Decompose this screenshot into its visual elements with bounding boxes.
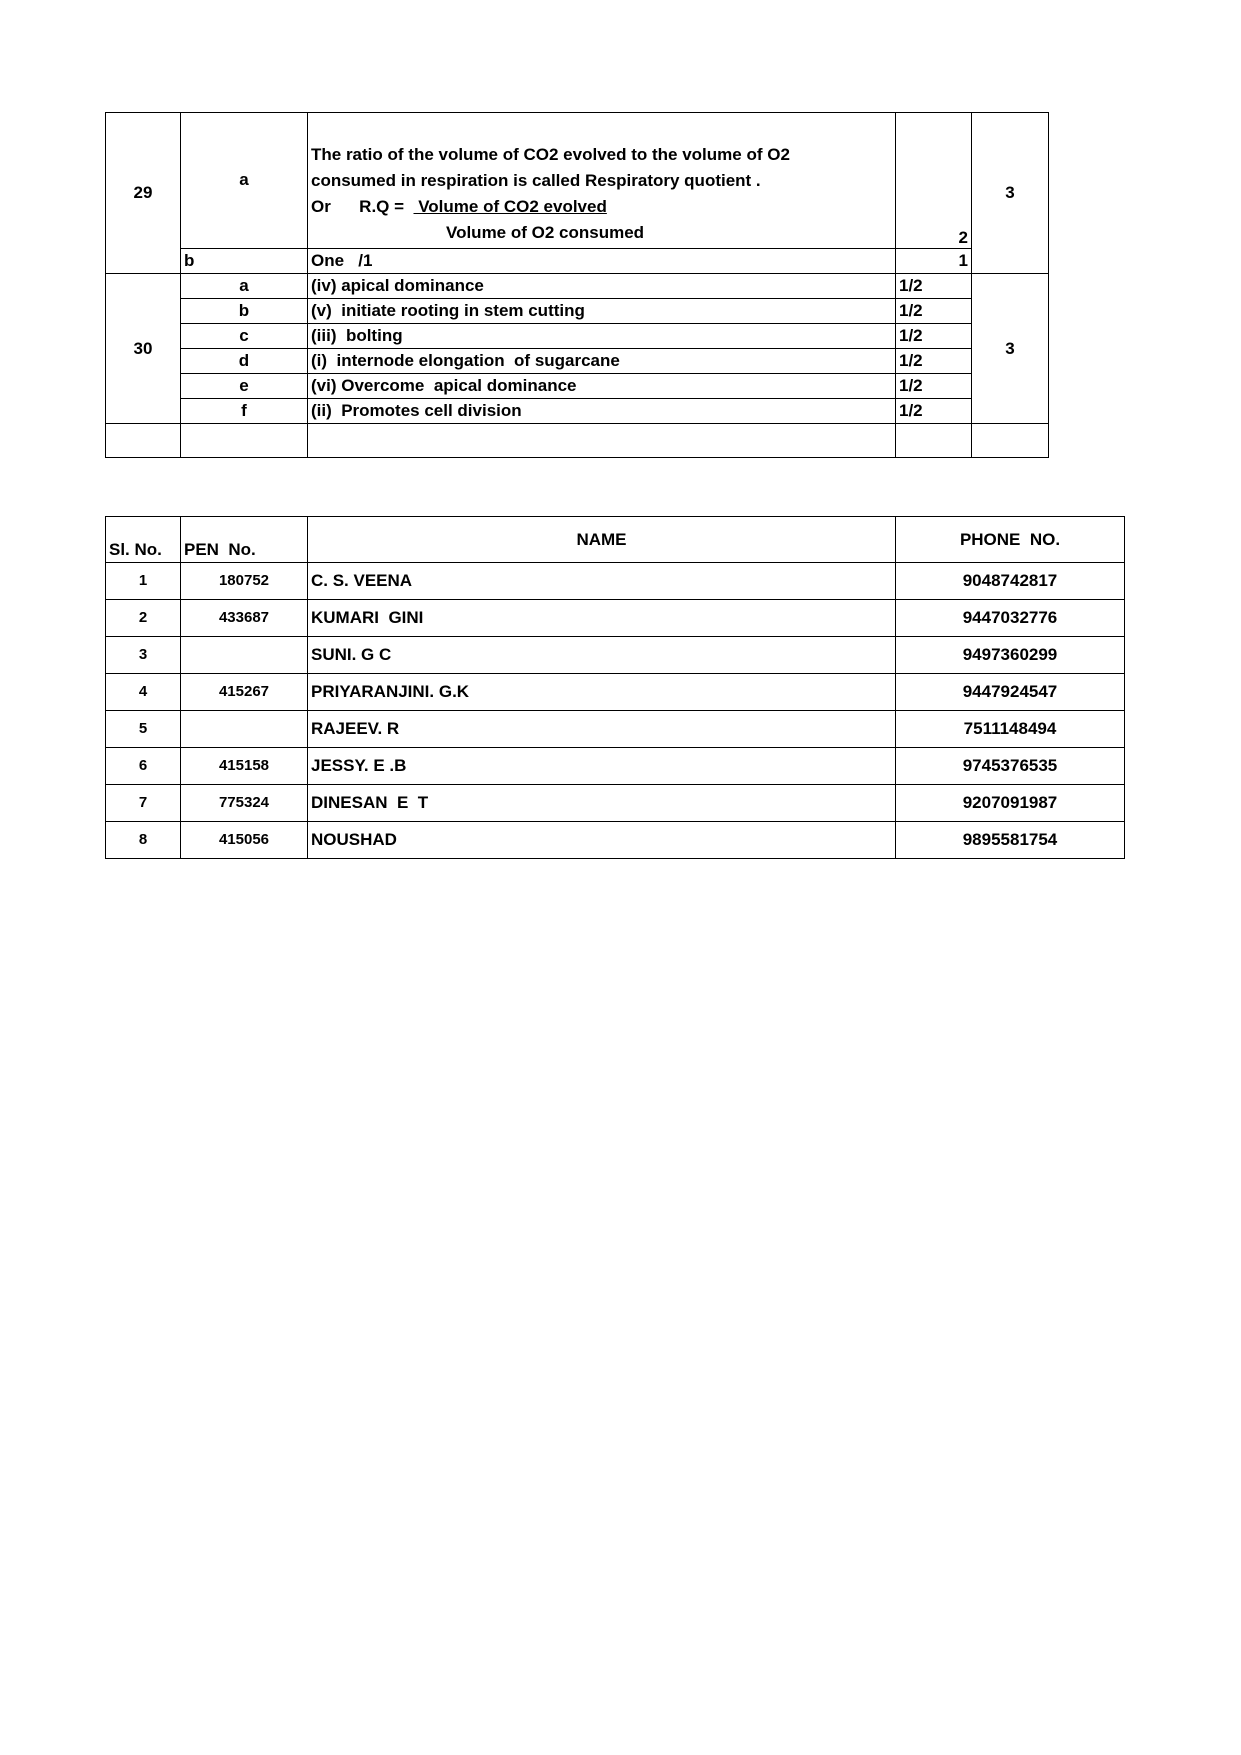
phone-no: 9447924547 [896,674,1125,711]
q29-part-a-answer [308,113,896,249]
phone-no: 9207091987 [896,785,1125,822]
sl-no: 5 [106,711,181,748]
q30-part-answer: (iv) apical dominance [308,274,896,299]
q30-part-mark: 1/2 [896,274,972,299]
empty-cell [181,424,308,458]
q30-part-mark: 1/2 [896,349,972,374]
q29-part-b-label: b [181,248,308,273]
q30-total: 3 [972,274,1049,424]
q30-part-label: e [181,374,308,399]
q30-part-label: c [181,324,308,349]
staff-name: JESSY. E .B [308,748,896,785]
q30-row-c [106,324,1049,349]
q30-row-f [106,399,1049,424]
sl-no-header: Sl. No. [106,517,181,563]
staff-table [105,516,1125,859]
q30-row-d [106,349,1049,374]
pen-no [181,637,308,674]
q30-part-answer: (i) internode elongation of sugarcane [308,349,896,374]
q30-row-e [106,374,1049,399]
q29-line3-prefix: Or R.Q = [311,196,414,216]
staff-name: NOUSHAD [308,822,896,859]
phone-no: 9048742817 [896,563,1125,600]
pen-no: 775324 [181,785,308,822]
sl-no: 2 [106,600,181,637]
empty-row [106,424,1049,458]
q29-formula-numerator: Volume of CO2 evolved [413,196,607,216]
q30-row-b [106,299,1049,324]
q30-part-label: b [181,299,308,324]
staff-name: C. S. VEENA [308,563,896,600]
staff-header-row [106,517,1125,563]
q30-part-mark: 1/2 [896,374,972,399]
table-row [106,563,1125,600]
sl-no: 3 [106,637,181,674]
answer-key-table [105,112,1049,458]
table-row [106,600,1125,637]
q30-part-label: d [181,349,308,374]
phone-no: 9895581754 [896,822,1125,859]
sl-no: 7 [106,785,181,822]
q29-formula-denominator: Volume of O2 consumed [446,222,645,242]
pen-no: 415158 [181,748,308,785]
q29-line2: consumed in respiration is called Respiratory quotient . [311,170,761,190]
pen-no-header: PEN No. [181,517,308,563]
q29-part-b-answer: One /1 [308,248,896,273]
q29-total: 3 [972,113,1049,274]
table-row [106,711,1125,748]
empty-cell [106,424,181,458]
staff-name: PRIYARANJINI. G.K [308,674,896,711]
q29-row-a [106,113,1049,249]
pen-no [181,711,308,748]
sl-no: 1 [106,563,181,600]
q29-part-a-mark: 2 [896,113,972,249]
sl-no: 4 [106,674,181,711]
staff-name: DINESAN E T [308,785,896,822]
staff-name: KUMARI GINI [308,600,896,637]
empty-cell [896,424,972,458]
phone-no: 9745376535 [896,748,1125,785]
sl-no: 8 [106,822,181,859]
q30-part-answer: (iii) bolting [308,324,896,349]
pen-no: 180752 [181,563,308,600]
table-row [106,637,1125,674]
pen-no: 415056 [181,822,308,859]
q29-line3 [311,194,892,220]
staff-name: RAJEEV. R [308,711,896,748]
phone-no: 7511148494 [896,711,1125,748]
pen-no: 415267 [181,674,308,711]
table-row [106,785,1125,822]
sl-no: 6 [106,748,181,785]
q29-part-b-mark: 1 [896,248,972,273]
q29-line1: The ratio of the volume of CO2 evolved to the volume of O2 [311,144,790,164]
q30-row-a [106,274,1049,299]
table-row [106,822,1125,859]
q30-part-mark: 1/2 [896,399,972,424]
phone-no: 9497360299 [896,637,1125,674]
q30-part-mark: 1/2 [896,324,972,349]
q29-number: 29 [106,113,181,274]
table-row [106,674,1125,711]
q30-part-answer: (ii) Promotes cell division [308,399,896,424]
name-header: NAME [308,517,896,563]
q29-row-b [106,248,1049,273]
q29-part-a-label: a [181,113,308,249]
q30-part-label: f [181,399,308,424]
empty-cell [972,424,1049,458]
staff-name: SUNI. G C [308,637,896,674]
q30-part-mark: 1/2 [896,299,972,324]
q30-part-answer: (vi) Overcome apical dominance [308,374,896,399]
pen-no: 433687 [181,600,308,637]
q30-number: 30 [106,274,181,424]
phone-header: PHONE NO. [896,517,1125,563]
q30-part-label: a [181,274,308,299]
q30-part-answer: (v) initiate rooting in stem cutting [308,299,896,324]
phone-no: 9447032776 [896,600,1125,637]
empty-cell [308,424,896,458]
table-row [106,748,1125,785]
